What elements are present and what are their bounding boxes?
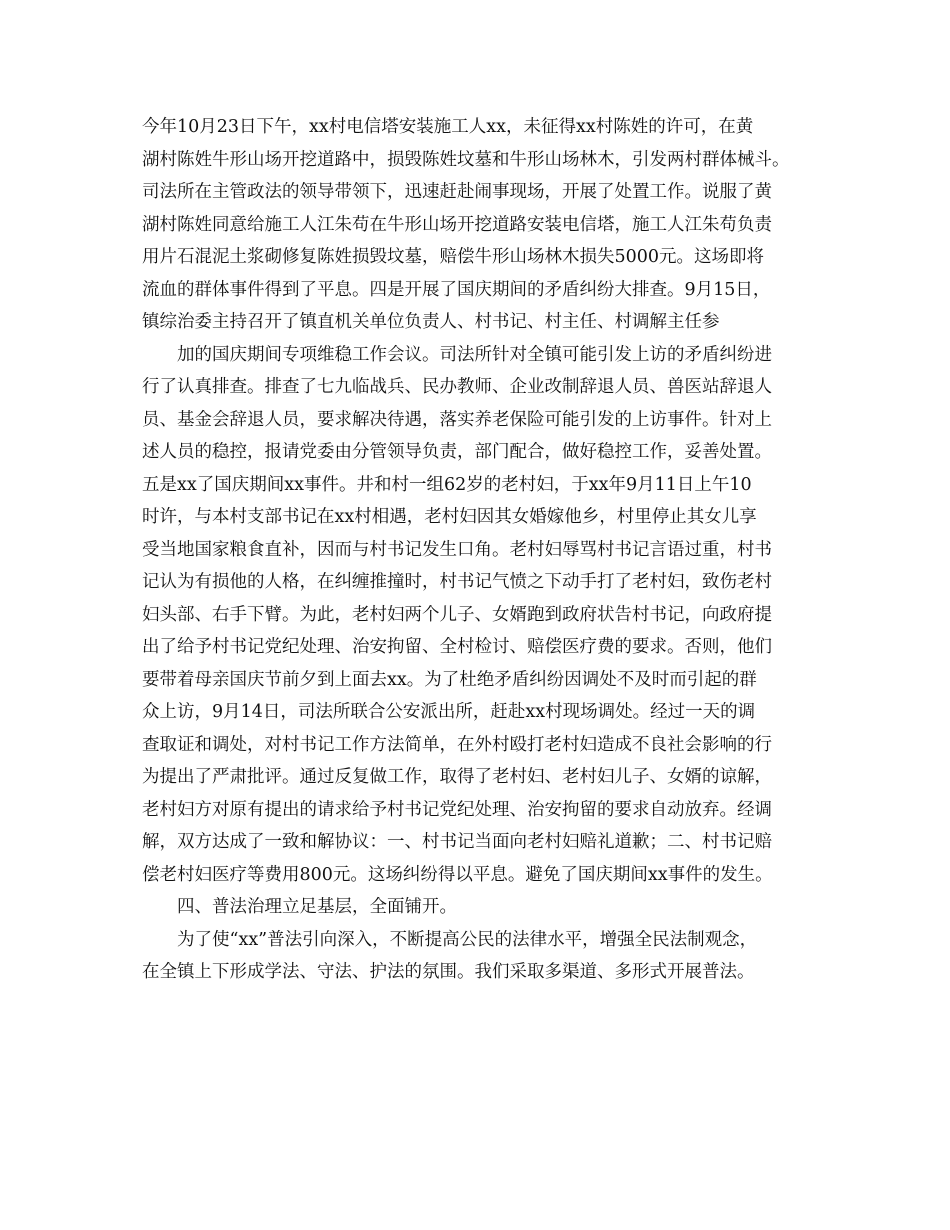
text-line: 为提出了严肃批评。通过反复做工作，取得了老村妇、老村妇儿子、女婿的谅解， [142,767,772,787]
text-line: 在全镇上下形成学法、守法、护法的氛围。我们采取多渠道、多形式开展普法。 [142,962,755,982]
text-line: 用片石混泥土浆砌修复陈姓损毁坟墓，赔偿牛形山场林木损失5000元。这场即将 [142,247,765,267]
text-line: 时许，与本村支部书记在xx村相遇，老村妇因其女婚嫁他乡，村里停止其女儿享 [142,507,757,527]
section-heading: 四、普法治理立足基层，全面铺开。 [177,897,457,917]
text-line: 湖村陈姓同意给施工人江朱苟在牛形山场开挖道路安装电信塔，施工人江朱苟负责 [142,214,772,235]
text-line: 受当地国家粮食直补，因而与村书记发生口角。老村妇辱骂村书记言语过重，村书 [142,539,772,560]
body-text [142,111,812,989]
text-line: 五是xx了国庆期间xx事件。井和村一组62岁的老村妇，于xx年9月11日上午10 [142,474,752,495]
text-line: 妇头部、右手下臂。为此，老村妇两个儿子、女婿跑到政府状告村书记，向政府提 [142,604,772,625]
text-line: 述人员的稳控，报请党委由分管领导负责，部门配合，做好稳控工作，妥善处置。 [142,442,772,462]
text-line: 镇综治委主持召开了镇直机关单位负责人、村书记、村主任、村调解主任参 [142,312,720,332]
text-line: 解，双方达成了一致和解协议：一、村书记当面向老村妇赔礼道歉；二、村书记赔 [142,832,772,852]
text-line: 老村妇方对原有提出的请求给予村书记党纪处理、治安拘留的要求自动放弃。经调 [142,799,772,820]
text-line: 今年10月23日下午，xx村电信塔安装施工人xx，未征得xx村陈姓的许可，在黄 [142,117,754,137]
text-line: 出了给予村书记党纪处理、治安拘留、全村检讨、赔偿医疗费的要求。否则，他们 [142,637,772,657]
text-line: 湖村陈姓牛形山场开挖道路中，损毁陈姓坟墓和牛形山场林木，引发两村群体械斗。 [142,149,790,170]
text-line: 众上访，9月14日，司法所联合公安派出所，赶赴xx村现场调处。经过一天的调 [142,702,756,722]
text-line: 记认为有损他的人格，在纠缠推撞时，村书记气愤之下动手打了老村妇，致伤老村 [142,572,772,592]
text-line: 加的国庆期间专项维稳工作会议。司法所针对全镇可能引发上访的矛盾纠纷进 [177,344,772,365]
text-line: 为了使“xx”普法引向深入，不断提高公民的法律水平，增强全民法制观念， [177,929,758,950]
text-line: 偿老村妇医疗等费用800元。这场纠纷得以平息。避免了国庆期间xx事件的发生。 [142,864,773,885]
text-line: 行了认真排查。排查了七九临战兵、民办教师、企业改制辞退人员、兽医站辞退人 [142,377,772,397]
text-line: 员、基金会辞退人员，要求解决待遇，落实养老保险可能引发的上访事件。针对上 [142,409,772,430]
text-line: 查取证和调处，对村书记工作方法简单，在外村殴打老村妇造成不良社会影响的行 [142,734,772,755]
text-line: 要带着母亲国庆节前夕到上面去xx。为了杜绝矛盾纠纷因调处不及时而引起的群 [142,669,757,690]
text-line: 流血的群体事件得到了平息。四是开展了国庆期间的矛盾纠纷大排查。9月15日， [142,279,771,300]
text-line: 司法所在主管政法的领导带领下，迅速赶赴闹事现场，开展了处置工作。说服了黄 [142,182,772,202]
